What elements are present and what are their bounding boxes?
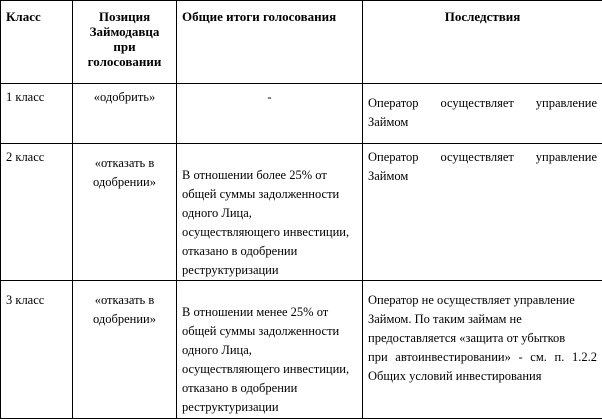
table-header-row [1, 1, 602, 84]
header-consequences: Последствия [363, 1, 602, 84]
row-consequences: Оператор осуществляет управление Займом [363, 144, 602, 281]
header-position: Позиция Займодавца при голосовании [73, 1, 177, 84]
table-row [1, 144, 602, 281]
row-consequences: Оператор осуществляет управление Займом [363, 84, 602, 144]
row-position: «отказать в одобрении» [73, 281, 177, 419]
row-totals: В отношении более 25% от общей суммы задолженности одного Лица, осуществляющего инвестиции, отказано в одобрении реструктуризации [177, 144, 363, 281]
row-position: «одобрить» [73, 84, 177, 144]
header-class: Класс [1, 1, 73, 84]
header-voting-totals: Общие итоги голосования [177, 1, 363, 84]
table-row [1, 84, 602, 144]
row-class: 2 класс [1, 144, 73, 281]
row-consequences: Оператор не осуществляет управление Займом. По таким займам не предоставляется «защита от убытков при автоинвестировании» - см. п. 1.2.2 Общих условий инвестирования [363, 281, 602, 419]
table-row [1, 281, 602, 419]
row-class: 3 класс [1, 281, 73, 419]
row-class: 1 класс [1, 84, 73, 144]
row-totals: - [177, 84, 363, 144]
row-totals: В отношении менее 25% от общей суммы задолженности одного Лица, осуществляющего инвестиции, отказано в одобрении реструктуризации [177, 281, 363, 419]
row-position: «отказать в одобрении» [73, 144, 177, 281]
